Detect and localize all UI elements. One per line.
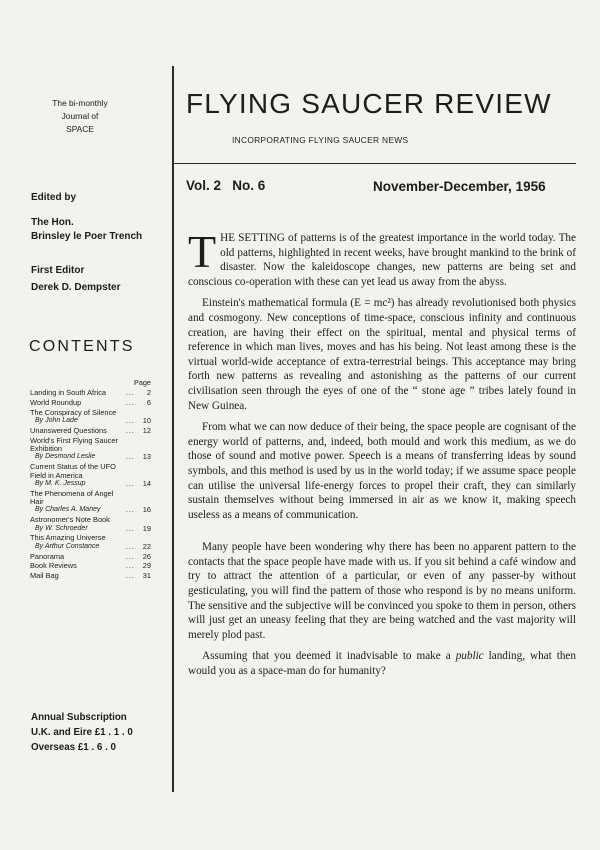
toc-item[interactable]: World Roundup ... 6: [30, 397, 151, 407]
issue-date: November-December, 1956: [373, 179, 546, 194]
editorial-article: [188, 226, 576, 686]
article-paragraph: Einstein's mathematical formula (E = mc²) has already revolutionised both physics and cosmogony. New conceptions of time-space, conscious infinity and continuous creation, are having their effect on the spiritual, mental and physical terms of reference in which man lives, moves and has his being. Not least among these is the virtual world-wide acceptance of extra-terrestrial beings. This acceptance may bring forth new patterns as revealing and astonishing as the patterns of our current civilisation seen through the eyes of one of the “ stone age ” tribes lately found in New Guinea.: [188, 297, 576, 412]
journal-line: The bi-monthly: [52, 98, 108, 108]
header-divider: [172, 163, 576, 164]
contents-heading: CONTENTS: [29, 338, 135, 355]
number-label: No. 6: [232, 178, 266, 193]
emphasis-text: public: [455, 650, 484, 663]
subscription-overseas: Overseas £1 . 6 . 0: [31, 741, 116, 753]
toc-page: 13: [142, 452, 151, 462]
toc-item[interactable]: The Conspiracy of Silence By John Lade ... 10: [30, 407, 151, 425]
toc-author: By Charles A. Maney: [35, 506, 101, 514]
subscription-title: Annual Subscription: [31, 712, 127, 723]
toc-title: Book Reviews: [30, 561, 77, 571]
toc-page: 12: [142, 425, 151, 435]
toc-author: By M. K. Jessup: [35, 479, 86, 487]
paragraph-text: HE SETTING of patterns is of the greatest importance in the world today. The old patterns, highlighted in recent weeks, have brought mankind to the brink of disaster. Now the kaleidoscope changes, new patterns are being set and conscious co-operation with these can yet lead us away from the abyss.: [188, 232, 576, 288]
toc-item[interactable]: Panorama ... 26: [30, 551, 151, 561]
toc-title: The Phenomena of Angel Hair: [30, 488, 114, 507]
toc-author: By John Lade: [35, 416, 78, 424]
editor-credit: [31, 191, 142, 244]
toc-page: 19: [142, 523, 151, 533]
subscription-info: [31, 711, 133, 755]
journal-line: SPACE: [66, 124, 94, 134]
drop-cap: T: [188, 226, 217, 277]
toc-item[interactable]: World's First Flying Saucer Exhibition By Desmond Leslie ... 13: [30, 435, 151, 462]
toc-author: By W. Schroeder: [35, 524, 88, 532]
toc-author: By Arthur Constance: [35, 542, 100, 550]
article-paragraph: From what we can now deduce of their being, the space people are cognisant of the energy world of patterns, and, indeed, both mould and work this medium, as we do those of sound and motive power. Speech is a means of transferring ideas by sound symbols, and this method is used by us in the world today; if we assume space people can utilise the universal life-energy forces to propel their craft, they can similarly sustain themselves without being immersed in air as we know it, making speech useless as a means of communication.: [188, 421, 576, 521]
first-editor-credit: [31, 262, 120, 296]
toc-title: Panorama: [30, 551, 65, 561]
toc-item[interactable]: The Phenomena of Angel Hair By Charles A. Maney ... 16: [30, 488, 151, 515]
paragraph-text: Assuming that you deemed it inadvisable to make a: [202, 650, 456, 663]
editor-name: Brinsley le Poer Trench: [31, 231, 143, 242]
toc-title: Unanswered Questions: [30, 425, 107, 435]
edited-by-label: Edited by: [31, 192, 77, 203]
masthead-subtitle: INCORPORATING FLYING SAUCER NEWS: [232, 135, 409, 145]
toc-author: By Desmond Leslie: [35, 453, 96, 461]
page-column-header: Page: [133, 378, 151, 387]
toc-item[interactable]: Mail Bag ... 31: [30, 571, 151, 581]
first-editor-name: Derek D. Dempster: [31, 282, 121, 293]
toc-page: 22: [142, 541, 151, 551]
toc-title: Astronomer's Note Book: [30, 515, 110, 525]
toc-title: Landing in South Africa: [30, 387, 107, 397]
volume-label: Vol. 2: [186, 178, 222, 193]
article-paragraph: [188, 649, 576, 678]
toc-item[interactable]: This Amazing Universe By Arthur Constance ... 22: [30, 533, 151, 551]
toc-page: 16: [142, 505, 151, 515]
masthead-title: FLYING SAUCER REVIEW: [186, 88, 552, 119]
toc-item[interactable]: Book Reviews ... 29: [30, 561, 151, 571]
toc-item[interactable]: Unanswered Questions ... 12: [30, 425, 151, 435]
toc-page: 2: [146, 387, 151, 397]
subscription-uk: U.K. and Eire £1 . 1 . 0: [31, 726, 133, 738]
toc-page: 6: [146, 397, 151, 407]
editor-title: The Hon.: [31, 217, 74, 228]
toc-page: 10: [142, 415, 151, 425]
toc-item[interactable]: Landing in South Africa ... 2: [30, 387, 151, 397]
toc-item[interactable]: Astronomer's Note Book By W. Schroeder ... 19: [30, 515, 151, 533]
article-paragraph: [188, 226, 576, 289]
toc-title: World's First Flying Saucer Exhibition: [30, 435, 118, 454]
table-of-contents: [30, 379, 151, 581]
toc-page: 29: [142, 561, 151, 571]
journal-description: [30, 97, 130, 136]
toc-page: 26: [142, 551, 151, 561]
article-paragraph: Many people have been wondering why there has been no apparent pattern to the contacts that the space people have made with us. If you sit behind a café window and try to attract the attention of a particular, or even of any passer-by without gesticulating, you will find the pattern of those who respond is by no means uniform. The sensitive and the subjective will be convinced you spoke to them in person, others will just get an uneasy feeling that they are being watched and the vast majority will merely plod past.: [188, 541, 576, 641]
toc-title: Mail Bag: [30, 571, 59, 581]
paragraph-text: landing, what then would you as a space-man do for humanity?: [188, 650, 576, 678]
issue-volume: [186, 178, 265, 193]
journal-line: Journal of: [61, 111, 99, 121]
toc-title: This Amazing Universe: [30, 533, 106, 543]
vertical-divider: [172, 66, 174, 792]
toc-title: World Roundup: [30, 397, 82, 407]
first-editor-label: First Editor: [31, 265, 85, 276]
toc-title: Current Status of the UFO Field in America: [30, 462, 116, 480]
toc-page: 14: [142, 478, 151, 488]
toc-page: 31: [142, 571, 151, 581]
toc-title: The Conspiracy of Silence: [30, 407, 117, 417]
toc-item[interactable]: Current Status of the UFO Field in America By M. K. Jessup ... 14: [30, 462, 151, 488]
